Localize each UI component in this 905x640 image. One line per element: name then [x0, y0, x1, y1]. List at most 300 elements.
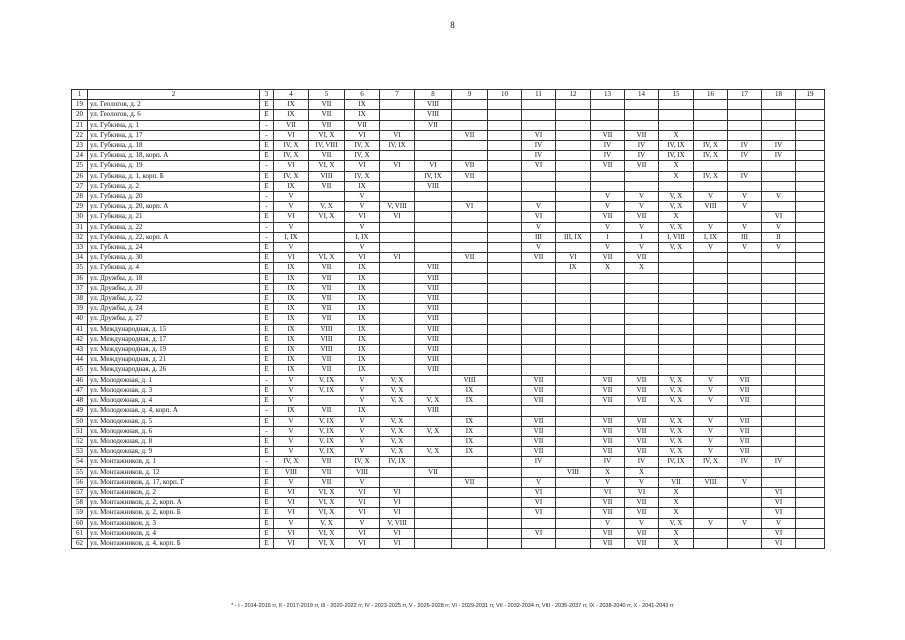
table-cell	[796, 334, 825, 344]
table-cell	[659, 406, 694, 416]
table-cell: Е	[260, 324, 274, 334]
table-cell: IV	[591, 457, 625, 467]
table-cell: I, IX	[274, 232, 309, 242]
table-cell	[556, 202, 591, 212]
table-cell: VII	[728, 436, 762, 446]
table-cell: Е	[260, 100, 274, 110]
table-cell: VII	[309, 467, 345, 477]
table-cell	[452, 141, 488, 151]
table-cell: -	[260, 120, 274, 130]
table-cell: VI	[274, 487, 309, 497]
table-cell	[488, 171, 522, 181]
row-number-cell: 33	[72, 243, 88, 253]
table-row	[72, 334, 825, 344]
table-cell: V	[694, 518, 728, 528]
table-cell	[556, 181, 591, 191]
table-cell: VI	[380, 528, 415, 538]
table-cell	[625, 365, 659, 375]
table-cell	[762, 171, 796, 181]
table-cell: IX	[452, 447, 488, 457]
table-cell: VII	[625, 436, 659, 446]
table-cell	[591, 273, 625, 283]
table-cell	[556, 447, 591, 457]
header-cell: 2	[88, 90, 260, 100]
header-cell: 18	[762, 90, 796, 100]
table-cell: VII	[522, 436, 556, 446]
address-cell: ул. Губкина, д. 22, корп. А	[88, 232, 260, 242]
table-cell	[488, 130, 522, 140]
table-cell: IV	[625, 151, 659, 161]
table-cell: V	[694, 416, 728, 426]
table-cell: V	[591, 202, 625, 212]
table-cell	[762, 426, 796, 436]
table-cell	[556, 538, 591, 548]
table-cell	[762, 467, 796, 477]
row-number-cell: 48	[72, 396, 88, 406]
table-cell	[591, 171, 625, 181]
table-cell	[380, 243, 415, 253]
table-cell	[556, 345, 591, 355]
table-cell	[796, 508, 825, 518]
table-cell: VII	[625, 508, 659, 518]
address-cell: ул. Молодежная, д. 9	[88, 447, 260, 457]
table-cell: VII	[591, 436, 625, 446]
table-cell: VI	[345, 487, 380, 497]
table-cell: IX	[274, 110, 309, 120]
table-cell: VII	[625, 130, 659, 140]
table-row	[72, 467, 825, 477]
table-cell: -	[260, 202, 274, 212]
table-cell	[694, 324, 728, 334]
header-cell: 8	[415, 90, 452, 100]
table-row	[72, 457, 825, 467]
table-cell	[659, 110, 694, 120]
table-cell: IX	[345, 314, 380, 324]
table-cell	[728, 538, 762, 548]
table-cell: IV, X	[694, 171, 728, 181]
table-cell: V, IX	[309, 416, 345, 426]
table-cell: V, X	[380, 385, 415, 395]
table-row	[72, 130, 825, 140]
table-cell: V	[274, 447, 309, 457]
table-cell: VI, X	[309, 538, 345, 548]
table-cell	[309, 232, 345, 242]
table-cell: X	[625, 263, 659, 273]
table-cell: VII	[591, 375, 625, 385]
table-cell: -	[260, 406, 274, 416]
table-cell	[488, 202, 522, 212]
table-cell	[694, 130, 728, 140]
table-cell	[488, 538, 522, 548]
table-cell: VII	[309, 314, 345, 324]
table-cell: VI	[345, 538, 380, 548]
table-row	[72, 294, 825, 304]
schedule-table	[71, 89, 825, 549]
table-cell	[556, 528, 591, 538]
table-cell: IX	[345, 355, 380, 365]
table-cell: Е	[260, 345, 274, 355]
table-cell	[796, 447, 825, 457]
table-cell	[796, 171, 825, 181]
table-cell: VI	[274, 253, 309, 263]
table-cell	[659, 324, 694, 334]
header-cell: 5	[309, 90, 345, 100]
table-cell	[694, 487, 728, 497]
table-cell	[694, 334, 728, 344]
table-cell: VI	[522, 498, 556, 508]
table-cell: V	[345, 436, 380, 446]
table-cell: VII	[625, 416, 659, 426]
row-number-cell: 53	[72, 447, 88, 457]
table-cell	[556, 273, 591, 283]
table-cell: VIII	[309, 324, 345, 334]
table-cell	[796, 487, 825, 497]
table-cell: IV, X	[274, 151, 309, 161]
table-cell	[415, 385, 452, 395]
table-cell	[694, 467, 728, 477]
table-cell	[452, 508, 488, 518]
table-cell: Е	[260, 294, 274, 304]
table-cell: V, X	[659, 385, 694, 395]
header-cell: 10	[488, 90, 522, 100]
table-cell: V, X	[659, 243, 694, 253]
address-cell: ул. Губкина, д. 17	[88, 130, 260, 140]
table-cell: VII	[659, 477, 694, 487]
table-cell: VII	[591, 538, 625, 548]
table-cell: VIII	[309, 171, 345, 181]
table-cell: -	[260, 130, 274, 140]
table-cell: VII	[309, 355, 345, 365]
table-cell	[452, 151, 488, 161]
table-cell: VII	[625, 447, 659, 457]
table-cell	[556, 212, 591, 222]
table-cell	[522, 355, 556, 365]
row-number-cell: 23	[72, 141, 88, 151]
table-cell	[488, 273, 522, 283]
table-cell: VII	[591, 161, 625, 171]
table-cell: IX	[556, 263, 591, 273]
table-cell: VIII	[415, 334, 452, 344]
table-cell: VII	[591, 396, 625, 406]
table-cell: Е	[260, 171, 274, 181]
table-cell	[488, 304, 522, 314]
table-cell: V	[522, 243, 556, 253]
table-cell	[488, 283, 522, 293]
table-cell: VII	[728, 416, 762, 426]
row-number-cell: 19	[72, 100, 88, 110]
row-number-cell: 61	[72, 528, 88, 538]
table-cell: VII	[309, 457, 345, 467]
table-cell: II	[762, 232, 796, 242]
table-cell: V, X	[659, 375, 694, 385]
table-cell: VI	[522, 508, 556, 518]
table-cell	[591, 294, 625, 304]
row-number-cell: 47	[72, 385, 88, 395]
table-cell	[452, 243, 488, 253]
table-cell: V	[762, 222, 796, 232]
table-cell	[556, 436, 591, 446]
table-cell: IX	[274, 345, 309, 355]
table-cell	[762, 477, 796, 487]
address-cell: ул. Международная, д. 17	[88, 334, 260, 344]
table-cell	[796, 406, 825, 416]
table-cell	[591, 314, 625, 324]
table-cell: IX	[452, 396, 488, 406]
table-cell: Е	[260, 498, 274, 508]
address-cell: ул. Губкина, д. 18	[88, 141, 260, 151]
table-cell: VI	[345, 161, 380, 171]
table-cell: Е	[260, 396, 274, 406]
table-cell	[762, 416, 796, 426]
table-cell: VII	[591, 528, 625, 538]
table-cell	[591, 181, 625, 191]
table-row	[72, 161, 825, 171]
table-cell: -	[260, 375, 274, 385]
table-cell: IX	[452, 426, 488, 436]
table-cell	[591, 334, 625, 344]
table-cell: IX	[274, 406, 309, 416]
row-number-cell: 35	[72, 263, 88, 273]
table-cell: IX	[345, 304, 380, 314]
table-cell: VIII	[415, 355, 452, 365]
table-cell: V, IX	[309, 447, 345, 457]
table-cell: V	[345, 192, 380, 202]
table-cell: VII	[591, 416, 625, 426]
table-cell: VIII	[415, 263, 452, 273]
table-cell: Е	[260, 243, 274, 253]
row-number-cell: 56	[72, 477, 88, 487]
table-row	[72, 283, 825, 293]
table-row	[72, 273, 825, 283]
table-cell	[380, 477, 415, 487]
table-cell	[488, 161, 522, 171]
table-cell	[522, 294, 556, 304]
header-cell: 7	[380, 90, 415, 100]
table-cell	[415, 487, 452, 497]
table-cell: VII	[309, 263, 345, 273]
table-cell	[591, 355, 625, 365]
table-cell	[728, 508, 762, 518]
table-cell: V	[728, 202, 762, 212]
address-cell: ул. Губкина, д. 20	[88, 192, 260, 202]
table-cell: V, X	[415, 396, 452, 406]
table-cell: IV, X	[345, 457, 380, 467]
table-cell	[556, 375, 591, 385]
address-cell: ул. Международная, д. 15	[88, 324, 260, 334]
table-cell	[625, 304, 659, 314]
table-cell	[488, 181, 522, 191]
table-cell	[659, 283, 694, 293]
table-cell: VIII	[415, 273, 452, 283]
table-cell: VII	[625, 498, 659, 508]
address-cell: ул. Международная, д. 26	[88, 365, 260, 375]
table-cell: V	[625, 202, 659, 212]
table-cell: VII	[309, 151, 345, 161]
table-cell: VII	[415, 467, 452, 477]
table-cell: VI	[380, 508, 415, 518]
row-number-cell: 60	[72, 518, 88, 528]
table-cell	[762, 304, 796, 314]
table-cell: VI, X	[309, 487, 345, 497]
table-cell: IX	[274, 314, 309, 324]
row-number-cell: 41	[72, 324, 88, 334]
table-cell: VI, X	[309, 528, 345, 538]
row-number-cell: 55	[72, 467, 88, 477]
table-cell: X	[659, 508, 694, 518]
table-cell: Е	[260, 253, 274, 263]
table-cell: IX	[345, 334, 380, 344]
table-cell: Е	[260, 355, 274, 365]
table-cell	[380, 345, 415, 355]
table-cell: VII	[625, 385, 659, 395]
table-cell	[452, 304, 488, 314]
table-cell: VII	[522, 396, 556, 406]
table-cell	[591, 345, 625, 355]
table-cell: V	[274, 396, 309, 406]
table-cell: IX	[345, 100, 380, 110]
table-cell	[309, 192, 345, 202]
table-cell	[415, 416, 452, 426]
table-cell: IV	[522, 457, 556, 467]
address-cell: ул. Монтажников, д. 3	[88, 518, 260, 528]
header-cell: 19	[796, 90, 825, 100]
table-row	[72, 110, 825, 120]
table-cell: VIII	[415, 324, 452, 334]
table-cell: V	[345, 202, 380, 212]
table-cell	[762, 345, 796, 355]
table-cell: V	[274, 192, 309, 202]
table-cell	[488, 141, 522, 151]
table-cell	[488, 263, 522, 273]
table-cell: V, X	[659, 518, 694, 528]
table-cell: V, X	[659, 222, 694, 232]
table-cell	[625, 110, 659, 120]
table-cell: V, X	[659, 202, 694, 212]
table-cell	[694, 263, 728, 273]
address-cell: ул. Дружбы, д. 24	[88, 304, 260, 314]
table-cell: Е	[260, 447, 274, 457]
table-cell: Е	[260, 538, 274, 548]
table-cell: VII	[625, 538, 659, 548]
table-cell: V, X	[659, 426, 694, 436]
table-cell	[728, 253, 762, 263]
row-number-cell: 49	[72, 406, 88, 416]
table-cell	[728, 487, 762, 497]
table-cell	[556, 477, 591, 487]
table-cell: VII	[591, 130, 625, 140]
table-cell: IX	[452, 436, 488, 446]
table-cell: V	[345, 396, 380, 406]
table-cell: VII	[591, 426, 625, 436]
table-cell: IV	[728, 141, 762, 151]
table-cell	[694, 406, 728, 416]
table-cell	[694, 304, 728, 314]
table-cell	[415, 192, 452, 202]
table-cell: V	[625, 477, 659, 487]
table-cell: V	[345, 518, 380, 528]
table-cell	[728, 467, 762, 477]
table-cell	[380, 324, 415, 334]
table-cell	[488, 243, 522, 253]
table-cell	[488, 426, 522, 436]
header-cell: 9	[452, 90, 488, 100]
table-cell	[415, 243, 452, 253]
table-cell: IV	[591, 141, 625, 151]
table-cell: IV, X	[274, 171, 309, 181]
table-cell	[522, 283, 556, 293]
table-cell: V	[345, 447, 380, 457]
table-cell	[488, 498, 522, 508]
table-row	[72, 304, 825, 314]
table-cell: V	[591, 243, 625, 253]
table-cell	[694, 508, 728, 518]
table-cell	[488, 396, 522, 406]
table-cell	[522, 334, 556, 344]
table-cell	[728, 273, 762, 283]
table-cell	[380, 222, 415, 232]
address-cell: ул. Губкина, д. 18, корп. А	[88, 151, 260, 161]
table-cell: VII	[274, 120, 309, 130]
table-cell	[728, 355, 762, 365]
header-cell: 11	[522, 90, 556, 100]
table-cell: V	[728, 243, 762, 253]
table-cell: -	[260, 426, 274, 436]
table-cell	[488, 518, 522, 528]
table-cell: III, IX	[556, 232, 591, 242]
table-cell	[522, 538, 556, 548]
table-cell: V	[274, 426, 309, 436]
row-number-cell: 42	[72, 334, 88, 344]
table-cell	[488, 294, 522, 304]
table-cell	[796, 457, 825, 467]
table-cell: V	[694, 243, 728, 253]
table-cell: X	[625, 467, 659, 477]
table-cell: V	[591, 192, 625, 202]
table-row	[72, 232, 825, 242]
table-cell	[762, 253, 796, 263]
table-cell: V	[274, 477, 309, 487]
table-cell	[556, 110, 591, 120]
table-cell	[728, 528, 762, 538]
table-cell	[796, 232, 825, 242]
table-cell	[522, 110, 556, 120]
table-cell	[796, 100, 825, 110]
address-cell: ул. Монтажников, д. 4, корп. Б	[88, 538, 260, 548]
table-cell: V, X	[380, 396, 415, 406]
table-cell: V	[625, 192, 659, 202]
table-cell	[728, 130, 762, 140]
table-cell: V	[345, 375, 380, 385]
table-cell	[488, 447, 522, 457]
table-cell: Е	[260, 365, 274, 375]
table-cell: IV, IX	[659, 457, 694, 467]
table-cell	[488, 324, 522, 334]
table-cell: V	[728, 192, 762, 202]
table-cell: VIII	[556, 467, 591, 477]
table-cell	[694, 283, 728, 293]
table-cell: VI	[380, 212, 415, 222]
table-cell: V	[762, 192, 796, 202]
header-cell: 6	[345, 90, 380, 100]
table-cell: V, X	[380, 436, 415, 446]
table-header	[72, 90, 825, 100]
table-row	[72, 375, 825, 385]
table-cell: IV	[728, 171, 762, 181]
table-cell	[452, 263, 488, 273]
table-cell	[796, 273, 825, 283]
table-cell: VI	[522, 487, 556, 497]
table-cell: IV	[762, 151, 796, 161]
